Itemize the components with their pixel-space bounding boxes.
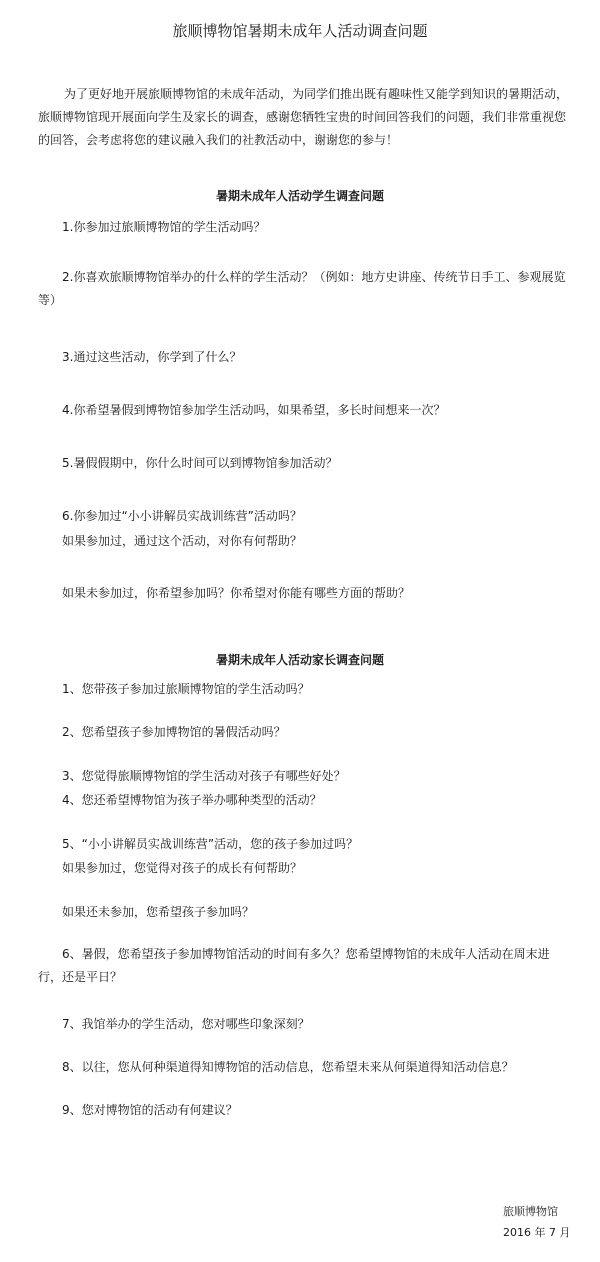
student-question-2: 2.你喜欢旅顺博物馆举办的什么样的学生活动？（例如：地方史讲座、传统节日手工、参观展览等） — [38, 270, 566, 307]
signature-organization: 旅顺博物馆 — [503, 1205, 558, 1218]
parent-question-5-followup-no: 如果还未参加，您希望孩子参加吗？ — [62, 905, 255, 919]
parent-question-1: 1、您带孩子参加过旅顺博物馆的学生活动吗？ — [62, 682, 310, 696]
parent-question-6: 6、暑假，您希望孩子参加博物馆活动的时间有多久？您希望博物馆的未成年人活动在周末进行，还是平日？ — [38, 947, 550, 984]
parent-question-5-followup-yes: 如果参加过，您觉得对孩子的成长有何帮助？ — [62, 861, 303, 875]
student-question-5: 5.暑假假期中，你什么时间可以到博物馆参加活动？ — [62, 456, 338, 470]
student-question-6-followup-no: 如果未参加过，你希望参加吗？你希望对你能有哪些方面的帮助？ — [62, 586, 411, 600]
parent-question-7: 7、我馆举办的学生活动，您对哪些印象深刻？ — [62, 1017, 310, 1031]
signature-date: 2016 年 7 月 — [503, 1226, 571, 1239]
student-question-6: 6.你参加过“小小讲解员实战训练营”活动吗？ — [62, 509, 302, 523]
student-section-heading: 暑期未成年人活动学生调查问题 — [215, 189, 384, 203]
parent-question-5: 5、“小小讲解员实战训练营”活动，您的孩子参加过吗？ — [62, 837, 359, 851]
document-title: 旅顺博物馆暑期未成年人活动调查问题 — [172, 22, 428, 40]
parent-question-8: 8、以往，您从何种渠道得知博物馆的活动信息，您希望未来从何渠道得知活动信息？ — [62, 1060, 514, 1074]
parent-question-4: 4、您还希望博物馆为孩子举办哪种类型的活动？ — [62, 793, 322, 807]
intro-paragraph: 为了更好地开展旅顺博物馆的未成年活动，为同学们推出既有趣味性又能学到知识的暑期活动，旅顺博物馆现开展面向学生及家长的调查，感谢您牺牲宝贵的时间回答我们的问题，我们非常重视您的回答，会考虑将您的建议融入我们的社教活动中，谢谢您的参与！ — [38, 87, 569, 147]
student-question-1: 1.你参加过旅顺博物馆的学生活动吗？ — [62, 220, 266, 234]
parent-question-9: 9、您对博物馆的活动有何建议？ — [62, 1103, 238, 1117]
student-question-6-followup-yes: 如果参加过，通过这个活动，对你有何帮助？ — [62, 534, 303, 548]
parent-question-3: 3、您觉得旅顺博物馆的学生活动对孩子有哪些好处？ — [62, 769, 346, 783]
parent-question-2: 2、您希望孩子参加博物馆的暑假活动吗？ — [62, 725, 286, 739]
student-question-3: 3.通过这些活动，你学到了什么？ — [62, 350, 242, 364]
parent-section-heading: 暑期未成年人活动家长调查问题 — [215, 653, 384, 667]
student-question-4: 4.你希望暑假到博物馆参加学生活动吗，如果希望，多长时间想来一次？ — [62, 403, 446, 417]
